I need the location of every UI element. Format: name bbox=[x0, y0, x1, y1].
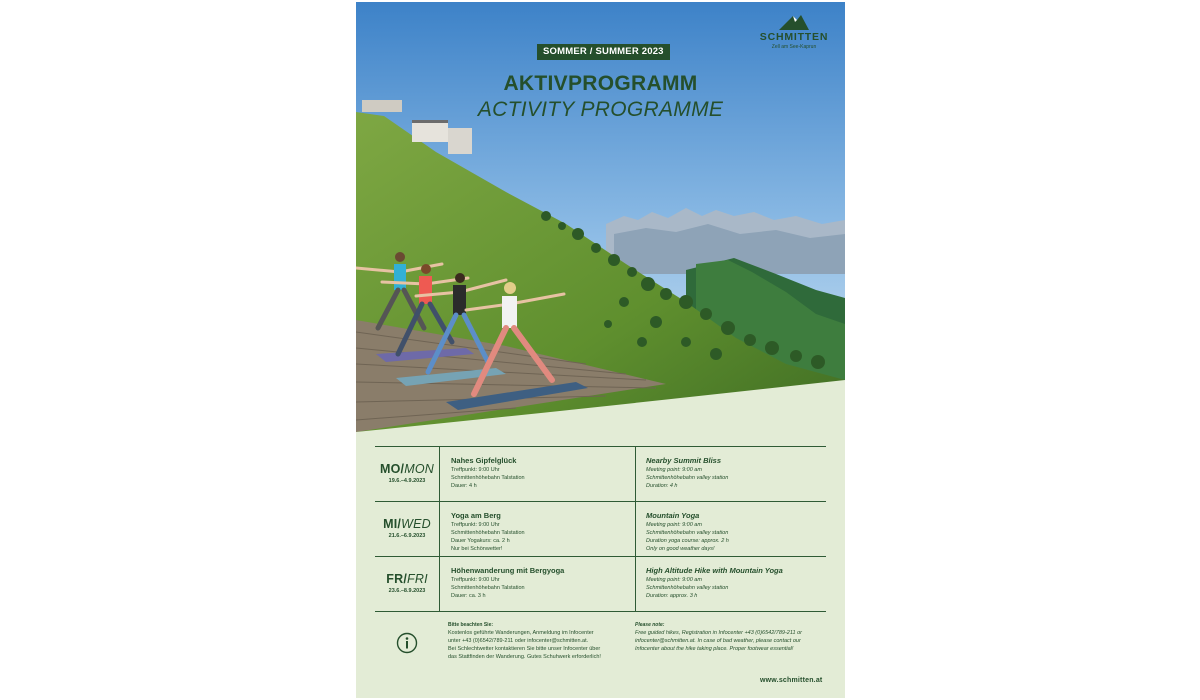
activity-detail: Dauer Yogakurs: ca. 2 h bbox=[451, 538, 510, 544]
activity-detail: Schmittenhöhebahn valley station bbox=[646, 585, 729, 591]
day-name bbox=[376, 462, 438, 476]
note-german-line: Bei Schlechtwetter kontaktieren Sie bitte unser Infocenter über bbox=[448, 646, 601, 653]
activity-detail: Schmittenhöhebahn Talstation bbox=[451, 530, 525, 536]
activity-detail: Meeting point: 9:00 am bbox=[646, 467, 702, 473]
day-cell bbox=[375, 557, 440, 612]
info-circle-icon bbox=[396, 632, 418, 654]
logo-name: SCHMITTEN bbox=[759, 31, 829, 43]
activity-english bbox=[636, 557, 827, 612]
day-cell bbox=[375, 502, 440, 557]
day-name-german: MO/ bbox=[380, 462, 405, 476]
activity-detail: Treffpunkt: 9:00 Uhr bbox=[451, 522, 500, 528]
schedule-row bbox=[375, 447, 826, 502]
note-english-heading: Please note: bbox=[635, 622, 665, 628]
note-english-line: Infocenter about the hike taking place. Proper footwear essential! bbox=[635, 646, 794, 653]
schedule-row bbox=[375, 502, 826, 557]
day-name-english: WED bbox=[401, 517, 431, 531]
schedule-row bbox=[375, 557, 826, 612]
schedule-table bbox=[375, 446, 826, 612]
title-german: AKTIVPROGRAMM bbox=[503, 72, 698, 95]
day-name bbox=[376, 572, 438, 586]
activity-programme-poster bbox=[356, 2, 845, 698]
note-german-line: das Stattfinden der Wanderung. Gutes Schuhwerk erforderlich! bbox=[448, 654, 601, 661]
note-german-line: Kostenlos geführte Wanderungen, Anmeldung im Infocenter bbox=[448, 630, 594, 637]
note-english-line: infocenter@schmitten.at. In case of bad weather, please contact our bbox=[635, 638, 801, 645]
day-dates: 21.6.–6.9.2023 bbox=[388, 533, 426, 539]
note-english bbox=[635, 622, 815, 653]
note-german-line: unter +43 (0)6542/789-211 oder infocenter@schmitten.at. bbox=[448, 638, 589, 645]
day-dates: 19.6.–4.9.2023 bbox=[388, 478, 426, 484]
activity-detail: Schmittenhöhebahn Talstation bbox=[451, 585, 525, 591]
activity-title: Mountain Yoga bbox=[646, 511, 700, 520]
activity-title: Yoga am Berg bbox=[451, 511, 501, 520]
season-badge: SOMMER / SUMMER 2023 bbox=[537, 44, 670, 60]
activity-detail: Treffpunkt: 9:00 Uhr bbox=[451, 577, 500, 583]
day-name bbox=[376, 517, 438, 531]
activity-english bbox=[636, 502, 827, 557]
day-name-english: MON bbox=[404, 462, 434, 476]
activity-title: Nahes Gipfelglück bbox=[451, 456, 517, 465]
title-english: ACTIVITY PROGRAMME bbox=[477, 98, 724, 121]
hero-yoga-landscape bbox=[356, 2, 845, 434]
activity-detail: Treffpunkt: 9:00 Uhr bbox=[451, 467, 500, 473]
schmitten-mountain-logo-icon bbox=[779, 14, 809, 30]
activity-title: High Altitude Hike with Mountain Yoga bbox=[646, 566, 783, 575]
activity-german bbox=[440, 557, 636, 612]
activity-title: Nearby Summit Bliss bbox=[646, 456, 722, 465]
activity-detail: Meeting point: 9:00 am bbox=[646, 577, 702, 583]
day-name-english: FRI bbox=[407, 572, 428, 586]
activity-german bbox=[440, 447, 636, 502]
activity-detail: Duration: 4 h bbox=[646, 483, 678, 489]
hero-photo bbox=[356, 2, 845, 434]
activity-german bbox=[440, 502, 636, 557]
day-dates: 23.6.–8.9.2023 bbox=[388, 588, 426, 594]
activity-detail: Duration yoga course: approx. 2 h bbox=[646, 538, 729, 544]
website-link[interactable]: www.schmitten.at bbox=[760, 677, 823, 684]
activity-detail: Meeting point: 9:00 am bbox=[646, 522, 702, 528]
day-name-german: MI/ bbox=[383, 517, 402, 531]
activity-detail: Dauer: ca. 3 h bbox=[451, 593, 486, 599]
activity-detail: Schmittenhöhebahn valley station bbox=[646, 530, 729, 536]
logo-subtitle: Zell am See-Kaprun bbox=[771, 44, 817, 50]
activity-detail: Schmittenhöhebahn valley station bbox=[646, 475, 729, 481]
schmitten-logo bbox=[754, 14, 834, 50]
note-german-heading: Bitte beachten Sie: bbox=[448, 622, 494, 628]
day-cell bbox=[375, 447, 440, 502]
activity-english bbox=[636, 447, 827, 502]
activity-detail: Dauer: 4 h bbox=[451, 483, 477, 489]
note-english-line: Free guided hikes, Registration in Infocenter +43 (0)6542/789-211 or bbox=[635, 630, 802, 637]
activity-detail: Nur bei Schönwetter! bbox=[451, 546, 503, 552]
activity-detail: Only on good weather days! bbox=[646, 546, 715, 552]
activity-detail: Schmittenhöhebahn Talstation bbox=[451, 475, 525, 481]
note-german bbox=[448, 622, 622, 661]
activity-detail: Duration: approx. 3 h bbox=[646, 593, 698, 599]
day-name-german: FR/ bbox=[386, 572, 407, 586]
activity-title: Höhenwanderung mit Bergyoga bbox=[451, 566, 565, 575]
